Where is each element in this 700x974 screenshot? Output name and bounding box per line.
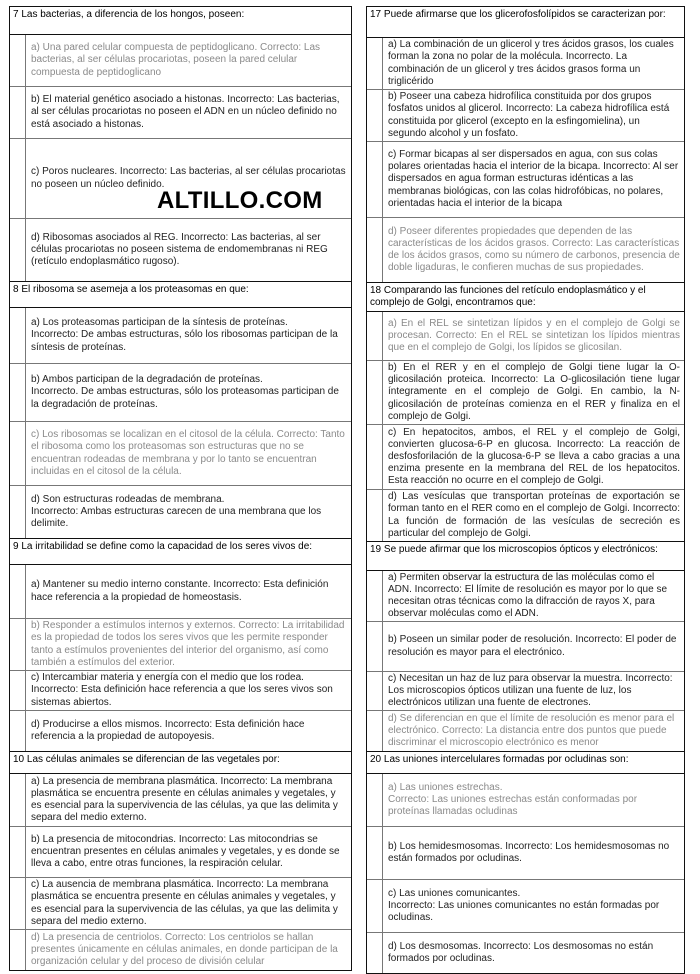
answer-option [367,827,684,880]
answer-text: c) Necesitan un haz de luz para observar la muestra. Incorrecto: Los microscopios ópticos utilizan una fuente de luz, los electrónicos utilizan una fuente de electrones. [388,672,673,709]
question-block [366,751,685,974]
answer-text: c) Formar bicapas al ser dispersados en agua, con sus colas polares orientadas hacia el interior de la bicapa. Incorrecto: Al ser dispersados en agua forman estructuras idénticas a las membranas biológicas, con las colas hidrofóbicas, no polares, orientadas hacia el interior de la bicapa [388,149,679,209]
answer-option [10,219,351,281]
answer-text: b) El material genético asociado a histonas. Incorrecto: Las bacterias, al ser células procariotas no poseen el ADN en un núcleo definido no está asociado a histonas. [31,94,340,130]
answer-text: d) Ribosomas asociados al REG. Incorrecto: Las bacterias, al ser células procariotas no poseen sistema de endomembranas ni REG (retículo endoplasmático rugoso). [31,231,328,268]
answer-option [10,486,351,538]
question-block [9,751,352,971]
answer-text: a) La presencia de membrana plasmática. Incorrecto: La membrana plasmática se encuentra presente en células animales y vegetales, y es esencial para la supervivencia de las células, ya que las delimita y separa del medio externo. [31,775,338,824]
question-title: 10 Las células animales se diferencian de las vegetales por: [10,752,351,774]
question-title: 17 Puede afirmarse que los glicerofosfolípidos se caracterizan por: [367,7,684,38]
question-title: 9 La irritabilidad se define como la capacidad de los seres vivos de: [10,539,351,565]
answer-option [10,878,351,930]
answer-text: d) Se diferencian en que el límite de resolución es menor para el electrónico. Correcto: La distancia entre dos puntos que puede discriminar el microscopio electrónico es menor [388,712,675,749]
answer-text: c) Poros nucleares. Incorrecto: Las bacterias, al ser células procariotas no poseen un núcleo definido. [31,166,346,190]
answer-option [10,619,351,671]
answer-text: a) La combinación de un glicerol y tres ácidos grasos, los cuales forman la zona no polar de la molécula. Incorrecto. La combinación de un glicerol y tres ácidos grasos forma un triglicérido [388,39,674,87]
answer-text: b) Ambos participan de la degradación de proteínas. Incorrecto. De ambas estructuras, sólo los proteasomas participan de la degradación de proteínas. [31,374,339,410]
answer-option [10,774,351,827]
question-title: 18 Comparando las funciones del retículo endoplasmático y el complejo de Golgi, encontramos que: [367,283,684,312]
answer-text: b) Responder a estímulos internos y externos. Correcto: La irritabilidad es la propiedad de todos los seres vivos que les permite responder tanto a estímulos provenientes del interior del organismo, así como también a estímulos del exterior. [31,620,345,668]
answer-option [367,142,684,218]
answer-option [367,38,684,90]
answer-option [10,35,351,87]
answer-text: c) Las uniones comunicantes. Incorrecto: Las uniones comunicantes no están formadas por ocludinas. [388,887,660,924]
question-title: 20 Las uniones intercelulares formadas por ocludinas son: [367,752,684,774]
answer-text: d) Las vesículas que transportan proteínas de exportación se forman tanto en el RER como en el complejo de Golgi. Incorrecto: La función de formación de las vesículas de secreción es particular del complejo de Golgi. [388,491,680,539]
answer-text: d) Son estructuras rodeadas de membrana. Incorrecto: Ambas estructuras carecen de una membrana que los delimite. [31,493,322,530]
right-column [366,6,685,974]
answer-option [10,422,351,486]
answer-text: d) Producirse a ellos mismos. Incorrecto: Esta definición hace referencia a la propiedad de autopoyesis. [31,718,305,742]
answer-option [10,827,351,878]
answer-option [10,565,351,619]
answer-option [367,218,684,282]
question-title: 19 Se puede afirmar que los microscopios ópticos y electrónicos: [367,542,684,571]
question-title: 8 El ribosoma se asemeja a los proteasomas en que: [10,282,351,308]
answer-text: c) Los ribosomas se localizan en el citosol de la célula. Correcto: Tanto el ribosoma como los proteasomas son estructuras que no se encuentran rodeadas de membrana y por lo tanto se encuentran incluidas en el citosol de la célula. [31,429,345,477]
answer-option [367,711,684,751]
question-block [366,282,685,541]
answer-option [367,622,684,672]
answer-option [10,711,351,751]
answer-option [10,930,351,970]
answer-text: a) Los proteasomas participan de la síntesis de proteínas. Incorrecto: De ambas estructuras, sólo los ribosomas participan de la síntesis de proteínas. [31,317,338,353]
answer-option [367,933,684,973]
question-block [9,281,352,538]
answer-text: a) Permiten observar la estructura de las moléculas como el ADN. Incorrecto: El límite de resolución es mayor por lo que se necesitan otras técnicas como la difracción de rayos X, para observar moléculas como el ADN. [388,571,668,620]
answer-option [367,361,684,425]
answer-text: a) Las uniones estrechas. Correcto: Las uniones estrechas están conformadas por proteínas llamadas ocludinas [388,781,638,818]
answer-option [367,571,684,622]
answer-option [367,490,684,541]
left-column [9,6,352,971]
answer-option [367,312,684,361]
answer-text: b) En el RER y en el complejo de Golgi tiene lugar la O-glicosilación proteica. Incorrecto: La O-glicosilación tiene lugar íntegramente en el complejo de Golgi. En cambio, la N-glicosilación de proteínas comienza en el RER y finaliza en el complejo de Golgi. [388,362,680,422]
question-title: 7 Las bacterias, a diferencia de los hongos, poseen: [10,7,351,35]
answer-text: c) Intercambiar materia y energía con el medio que los rodea. Incorrecto: Esta definición hace referencia a que los seres vivos son sistemas abiertos. [31,672,333,708]
answer-text: c) La ausencia de membrana plasmática. Incorrecto: La membrana plasmática se encuentra presente en células animales y vegetales, y es esencial para la supervivencia de las células, ya que las delimita y separa del medio externo. [31,879,338,927]
answer-option [367,90,684,142]
answer-text: a) Una pared celular compuesta de peptidoglicano. Correcto: Las bacterias, al ser células procariotas, poseen la pared celular compuesta de peptidoglicano [31,42,321,78]
answer-option [10,87,351,139]
question-block [366,6,685,282]
answer-text: c) En hepatocitos, ambos, el REL y el complejo de Golgi, convierten glucosa-6-P en glucosa. Incorrecto: La reacción de desfosforilación de la glucosa-6-P se lleva a cabo gracias a una enzima presente en la membrana del REL de los hepatocitos. Esta reacción no ocurre en el complejo de Golgi. [388,426,680,487]
answer-option [10,308,351,364]
answer-text: d) Los desmosomas. Incorrecto: Los desmosomas no están formados por ocludinas. [388,940,654,964]
watermark-logo: ALTILLO.COM [157,187,323,214]
answer-text: d) La presencia de centriolos. Correcto: Los centriolos se hallan presentes únicamente en células animales, en donde participan de la organización celular y del proceso de división celular [31,931,338,968]
answer-text: b) Los hemidesmosomas. Incorrecto: Los hemidesmosomas no están formados por ocludinas. [388,840,670,864]
answer-option [10,671,351,711]
question-block [9,538,352,751]
answer-option [10,364,351,422]
answer-text: a) Mantener su medio interno constante. Incorrecto: Esta definición hace referencia a la propiedad de homeostasis. [31,579,329,603]
answer-option [367,880,684,933]
answer-option [367,774,684,827]
question-block [9,6,352,281]
answer-text: d) Poseer diferentes propiedades que dependen de las características de los ácidos grasos. Correcto: Las características de los ácidos grasos, como su número de carbonos, presencia de doble ligaduras, le confieren muchas de sus propiedades. [388,225,680,274]
answer-option [367,672,684,711]
question-block [366,541,685,751]
answer-text: a) En el REL se sintetizan lípidos y en el complejo de Golgi se procesan. Correcto: En el REL se sintetizan los lípidos mientras que en el complejo de Golgi, los lípidos se glicosilan. [388,317,680,354]
answer-text: b) Poseer una cabeza hidrofílica constituida por dos grupos fosfatos unidos al glicerol. Incorrecto: La cabeza hidrofílica está constituida por glicerol (excepto en la esfingomielina), un segundo alcohol y un fosfato. [388,91,670,139]
answer-option [367,425,684,490]
answer-text: b) La presencia de mitocondrias. Incorrecto: Las mitocondrias se encuentran presentes en células animales y vegetales, y es donde se lleva a cabo, entre otras funciones, la respiración celular. [31,833,340,870]
answer-text: b) Poseen un similar poder de resolución. Incorrecto: El poder de resolución es mayor para el electrónico. [388,634,677,658]
